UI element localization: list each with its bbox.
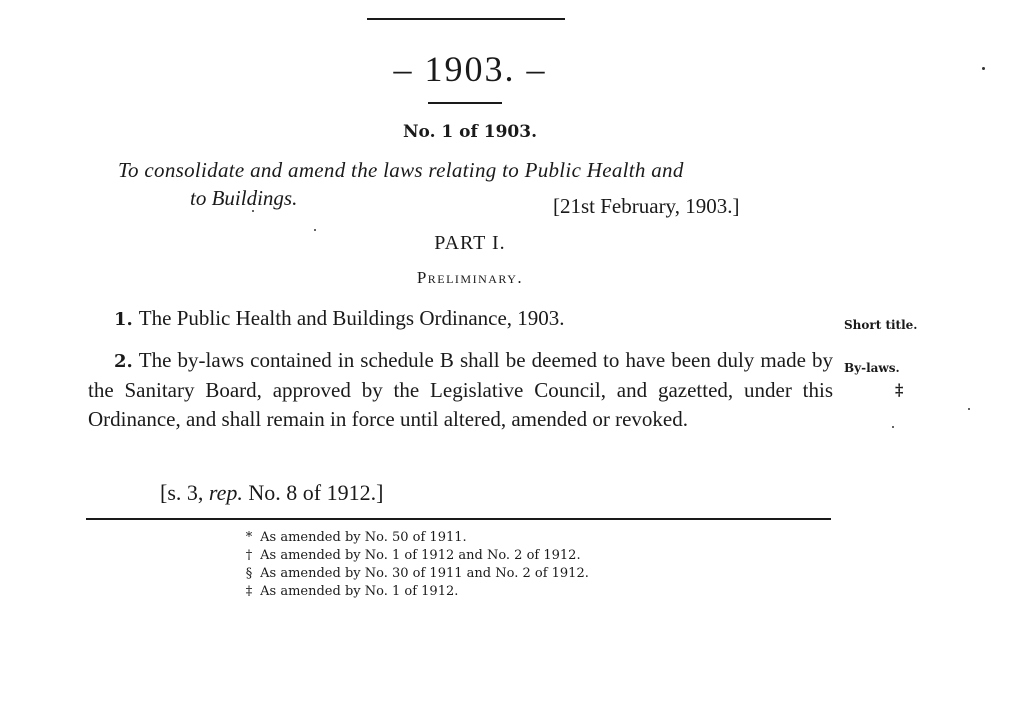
long-title-line-1: To consolidate and amend the laws relating to Public Health and [118, 158, 684, 182]
footnote [242, 565, 589, 583]
year-heading: – 1903. – [393, 49, 547, 89]
repeal-note [160, 480, 383, 506]
part-subheading: Preliminary. [416, 268, 524, 287]
margin-note-short-title: Short title. [844, 318, 918, 332]
scan-speck [892, 426, 894, 428]
part-heading: PART I. [434, 232, 506, 254]
section-2 [88, 346, 833, 434]
section-text: The by-laws contained in schedule B shall be deemed to have been duly made by the Sanitary Board, approved by the Legislative Council, and gazetted, under this Ordinance, and shall remain in force until altered, amended or revoked. [88, 348, 833, 431]
dagger-icon: † [245, 548, 253, 563]
repeal-note-rep: rep. [208, 480, 243, 505]
scan-speck [968, 408, 970, 410]
section-1 [88, 304, 833, 334]
section-sign-icon: § [245, 566, 253, 581]
long-title-line-2: to Buildings. [190, 186, 298, 210]
section-number: 2. [114, 351, 133, 372]
footnote [242, 547, 589, 565]
section-number: 1. [114, 309, 133, 330]
footnotes [242, 529, 589, 601]
footnote-text: As amended by No. 30 of 1911 and No. 2 of 1912. [260, 566, 589, 581]
footnote [242, 583, 589, 601]
assent-date: [21st February, 1903.] [553, 194, 740, 218]
repeal-note-open: [s. 3, [160, 480, 209, 505]
scan-speck [314, 229, 316, 231]
double-dagger-icon: ‡ [245, 584, 253, 599]
footnote-text: As amended by No. 1 of 1912 and No. 2 of 1912. [260, 548, 581, 563]
year-underline-rule [428, 102, 502, 104]
top-rule [367, 18, 565, 20]
section-text: The Public Health and Buildings Ordinance, 1903. [138, 306, 565, 330]
asterisk-icon: * [245, 530, 253, 545]
footnote-separator-rule [86, 518, 831, 520]
scan-speck [252, 210, 254, 212]
repeal-note-rest: No. 8 of 1912.] [242, 480, 384, 505]
footnote [242, 529, 589, 547]
double-dagger-icon: ‡ [895, 380, 904, 399]
margin-note-by-laws: By-laws. [844, 361, 900, 375]
footnote-text: As amended by No. 1 of 1912. [260, 584, 459, 599]
scan-speck [982, 67, 985, 70]
footnote-text: As amended by No. 50 of 1911. [260, 530, 467, 545]
act-number: No. 1 of 1903. [403, 122, 537, 142]
